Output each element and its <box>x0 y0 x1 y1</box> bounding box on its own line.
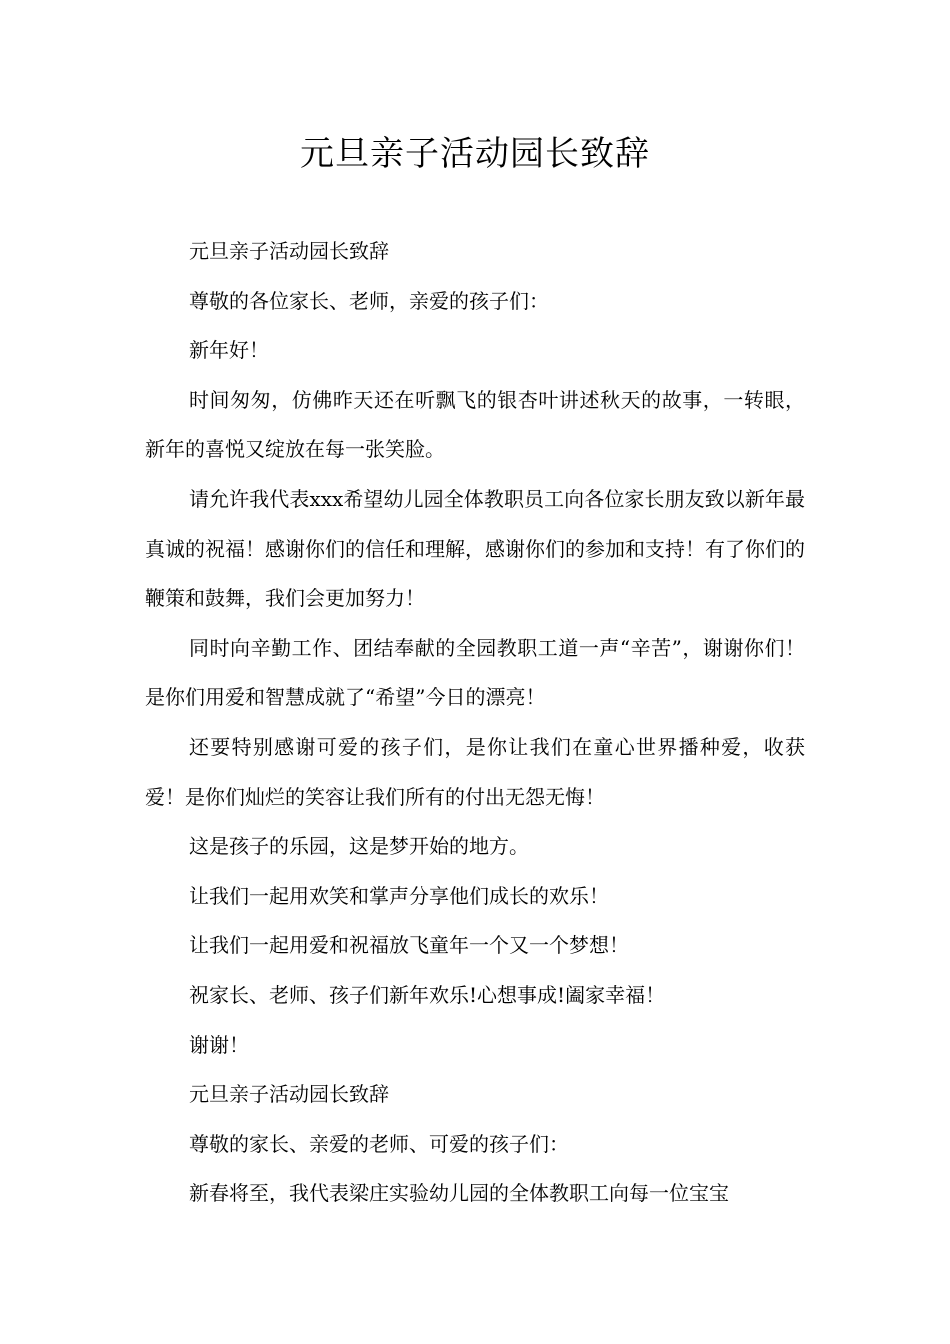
paragraph-salutation-2: 尊敬的家长、亲爱的老师、可爱的孩子们： <box>189 1131 569 1156</box>
paragraph-salutation: 尊敬的各位家长、老师，亲爱的孩子们： <box>189 288 549 313</box>
paragraph-thank-you: 谢谢！ <box>189 1032 249 1057</box>
paragraph-dreams: 让我们一起用爱和祝福放飞童年一个又一个梦想！ <box>189 933 629 958</box>
paragraph-thanks-staff: 同时向辛勤工作、团结奉献的全园教职工道一声“辛苦”，谢谢你们！是你们用爱和智慧成就了“希望”今日的漂亮！ <box>145 635 805 710</box>
paragraph-time: 时间匆匆，仿佛昨天还在听飘飞的银杏叶讲述秋天的故事，一转眼，新年的喜悦又绽放在每一张笑脸。 <box>145 387 805 462</box>
paragraph-wishes: 祝家长、老师、孩子们新年欢乐!心想事成!阖家幸福！ <box>189 982 666 1007</box>
document-title: 元旦亲子活动园长致辞 <box>300 134 650 174</box>
paragraph-greeting: 新年好！ <box>189 338 269 363</box>
paragraph-subtitle-2: 元旦亲子活动园长致辞 <box>189 1082 389 1107</box>
paragraph-subtitle: 元旦亲子活动园长致辞 <box>189 239 389 263</box>
paragraph-paradise: 这是孩子的乐园，这是梦开始的地方。 <box>189 834 529 859</box>
paragraph-share-joy: 让我们一起用欢笑和掌声分享他们成长的欢乐！ <box>189 883 609 908</box>
paragraph-blessing: 请允许我代表xxx希望幼儿园全体教职员工向各位家长朋友致以新年最真诚的祝福！感谢你们的信任和理解，感谢你们的参加和支持！有了你们的鞭策和鼓舞，我们会更加努力！ <box>145 486 805 611</box>
paragraph-spring: 新春将至，我代表梁庄实验幼儿园的全体教职工向每一位宝宝 <box>189 1181 729 1206</box>
document-body <box>145 227 805 1219</box>
paragraph-thanks-children: 还要特别感谢可爱的孩子们，是你让我们在童心世界播种爱，收获爱！是你们灿烂的笑容让我们所有的付出无怨无悔！ <box>145 734 805 809</box>
